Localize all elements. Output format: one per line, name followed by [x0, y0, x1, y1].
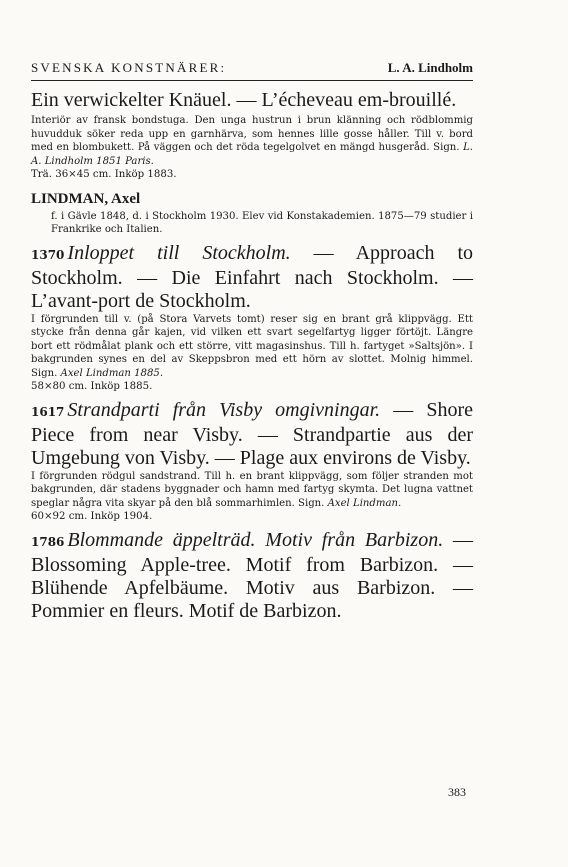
translated-titles: — Shore Piece from near Visby. — Strandpartie aus der Umgebung von Visby. — Plage aux environs de Visby. [31, 398, 473, 469]
signature: Axel Lindman. [327, 497, 402, 509]
entry-description: I förgrunden rödgul sandstrand. Till h. en brant klippvägg, som följer stranden mot bakgrunden, där stadens byggnader och hamn med fartyg skymta. Det lugna vattnet speglar några vita skyar på den blå sommarhimlen. Sign. Axel Lindman. [31, 470, 473, 509]
translated-titles: — Approach to Stockholm. — Die Einfahrt nach Stockholm. — L’avant-port de Stockholm. [31, 241, 474, 312]
artist-bio: f. i Gävle 1848, d. i Stockholm 1930. Elev vid Konstakademien. 1875—79 studier i Frankrike och Italien. [51, 210, 473, 235]
entry-size: Trä. 36×45 cm. Inköp 1883. [31, 169, 177, 180]
entry-1370 [31, 242, 473, 394]
swedish-title: Inloppet till Stockholm. [67, 241, 291, 264]
running-head [31, 60, 473, 81]
running-head-artist: L. A. Lindholm [387, 60, 473, 75]
signature: Axel Lindman 1885. [60, 367, 164, 379]
page-content [31, 60, 473, 623]
artist-name: LINDMAN, Axel [31, 190, 141, 207]
translated-titles: — Blossoming Apple-tree. Motif from Barbizon. — Blühende Apfelbäume. Motiv aus Barbizon. — Pommier en fleurs. Motif de Barbizon. [31, 528, 474, 622]
running-head-title: SVENSKA KONSTNÄRER: [31, 60, 227, 75]
swedish-title: Strandparti från Visby omgivningar. [67, 398, 381, 421]
catalogue-number: 1617 [31, 404, 65, 419]
entry-1786 [31, 529, 473, 623]
artist-section [31, 191, 473, 237]
entry-size: 58×80 cm. Inköp 1885. [31, 381, 153, 392]
signature: L. A. Lindholm 1851 Paris. [31, 142, 473, 167]
page-number: 383 [448, 785, 466, 799]
entry-title: Ein verwickelter Knäuel. — L’écheveau em-brouillé. [31, 89, 457, 111]
catalogue-number: 1370 [31, 247, 65, 262]
entry-1617 [31, 399, 473, 524]
entry-title [31, 529, 473, 623]
entry-description: I förgrunden till v. (på Stora Varvets tomt) reser sig en brant grå klippvägg. Ett stycke från denna går kajen, vid vilken ett svart segelfartyg ligger förtöjt. Längre bort ett rödmålat plank och ett större, vitt magasinshus. Till h. fartyget »Saltsjön». I bakgrunden synes en del av Skeppsbron med ett hörn av slottet. Molnig himmel. Sign. Axel Lindman 1885. [31, 313, 473, 379]
catalogue-number: 1786 [31, 534, 65, 549]
entry-ein-verwickelter [31, 89, 473, 182]
entry-size: 60×92 cm. Inköp 1904. [31, 511, 153, 522]
entry-title [31, 399, 473, 470]
entry-title [31, 242, 473, 313]
swedish-title: Blommande äppelträd. Motiv från Barbizon. [67, 528, 444, 551]
entry-description: Interiör av fransk bondstuga. Den unga hustrun i brun klänning och rödblommig huvudduk söker reda upp en garnhärva, som hennes lille gosse håller. Till v. bord med en blombukett. På väggen och det röda tegelgolvet en mängd husgeråd. Sign. L. A. Lindholm 1851 Paris. [31, 115, 473, 167]
